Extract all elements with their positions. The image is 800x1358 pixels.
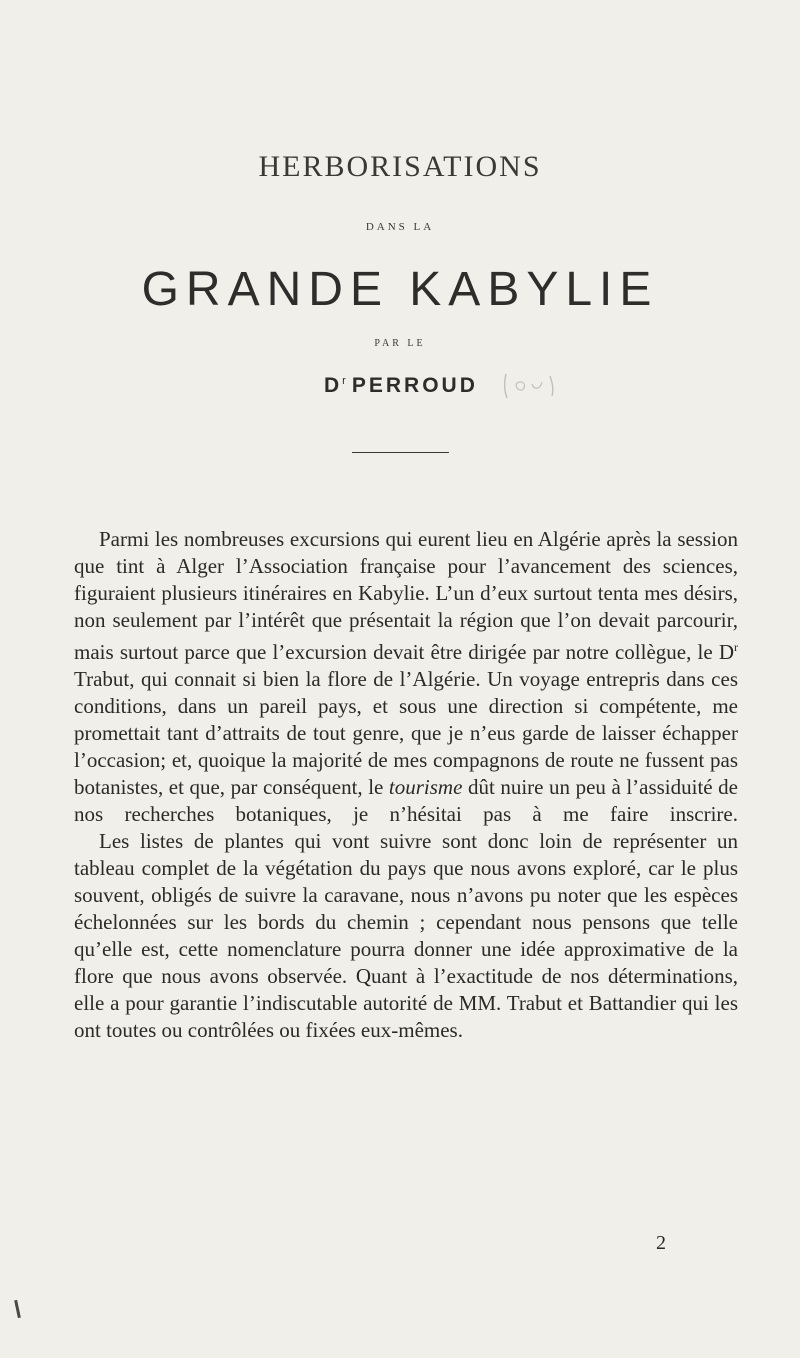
paragraph-1-text-c: dût nuire un peu à l’assiduité de nos recherches botaniques, je n’hésitai pas à me faire inscrire. (74, 775, 738, 826)
page-number: 2 (656, 1232, 666, 1254)
author-name: PERROUD (351, 374, 478, 397)
paragraph-1-italic: tourisme (388, 775, 463, 799)
author-prefix-sup: r (342, 375, 346, 387)
author-prefix: D (324, 374, 343, 397)
body-text (74, 526, 738, 1044)
title-main: HERBORISATIONS (258, 150, 542, 183)
paragraph-2: Les listes de plantes qui vont suivre sont donc loin de représenter un tableau complet de la végétation du pays que nous avons exploré, car le plus souvent, obligés de suivre la caravane, nous n’avons pu noter que les espèces échelonnées sur les bords du chemin ; cependant nous pensons que telle qu’elle est, cette nomenclature pourra donner une idée approximative de la flore que nous avons observée. Quant à l’exactitude de nos déterminations, elle a pour garantie l’indiscutable autorité de MM. Trabut et Battandier qui les ont toutes ou contrôlées ou fixées eux-mêmes. (74, 829, 738, 1042)
author-line (324, 374, 478, 398)
paragraph-1-text-b: Trabut, qui connait si bien la flore de l’Algérie. Un voyage entrepris dans ces conditions, dans un pareil pays, et sous une direction si compétente, me promettait tant d’attraits de tout genre, que je n’eus garde de laisser échapper l’occasion; et, quoique la majorité de mes compagnons de route ne fussent pas botanistes, et que, par conséquent, le (74, 667, 738, 799)
title-connector: DANS LA (365, 221, 435, 233)
paragraph-1-text-a: Parmi les nombreuses excursions qui eurent lieu en Algérie après la session que tint à Alger l’Association française pour l’avancement des sciences, figuraient plusieurs itinéraires en Kabylie. L’un d’eux surtout tenta mes désirs, non seulement par l’intérêt que présentait la région que l’on devait parcourir, mais surtout parce que l’excursion devait être dirigée par notre collègue, le D (74, 527, 738, 664)
paragraph-1-sup: r (734, 640, 738, 654)
title-region: GRANDE KABYLIE (141, 263, 659, 316)
paragraph-1 (74, 526, 738, 828)
title-by: PAR LE (374, 338, 426, 349)
pencil-annotation-icon (502, 370, 586, 400)
margin-mark-icon (14, 1300, 21, 1318)
title-divider (352, 452, 449, 453)
